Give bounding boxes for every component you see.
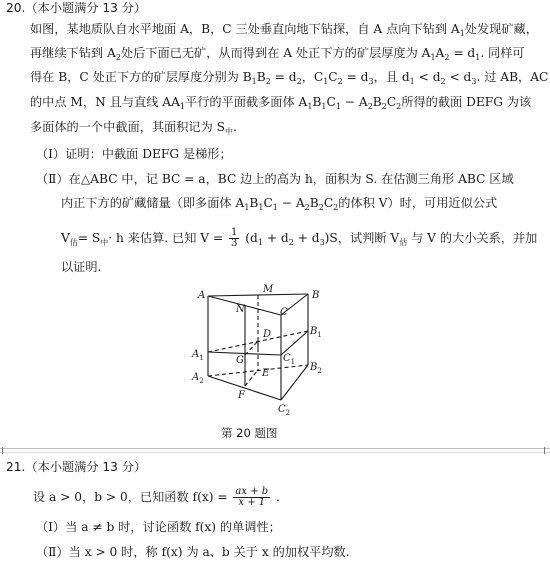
edge-C1B1 bbox=[281, 331, 308, 355]
label-A: A bbox=[198, 290, 206, 301]
label-F: F bbox=[238, 390, 245, 401]
label-C: C bbox=[280, 307, 288, 318]
label-A2: $A_2$ bbox=[192, 372, 204, 385]
q20-para-line2: 再继续下钻到 $A_2$处后下面已无矿，从而得到在 A 处正下方的矿层厚度为 $A_1A_2 = d_1$. 同样可 bbox=[30, 46, 525, 62]
q20-para-line3: 得在 B，C 处正下方的矿层厚度分别为 $B_1B_2 = d_2$，$C_1C_2 = d_3$，且 $d_1 < d_2 < d_3$. 过 AB，AC bbox=[30, 70, 549, 86]
q20-part2-line3: $V_估= S_中\cdot h$ 来估算. 已知 V = $\frac{1}{3}$ $(d_1 + d_2 + d_3)S$，试判断 $V_估$ 与 V 的大小关系，并加 bbox=[61, 227, 538, 249]
label-N: N bbox=[236, 304, 245, 315]
q20-para-line4: 的中点 M，N 且与直线 $AA_1$平行的平面截多面体 $A_1B_1C_1 - A_2B_2C_2$所得的截面 DEFG 为该 bbox=[30, 95, 532, 111]
label-C1: $C_1$ bbox=[283, 353, 296, 366]
label-A1: $A_1$ bbox=[192, 349, 204, 362]
label-G: G bbox=[236, 355, 244, 366]
edge-A2B2 bbox=[208, 365, 308, 376]
separator-marker-right bbox=[540, 447, 545, 454]
label-M: M bbox=[263, 284, 274, 295]
page-separator bbox=[0, 448, 550, 449]
figure-caption: 第 20 题图 bbox=[221, 426, 278, 440]
q21-part1: （Ⅰ）当 a ≠ b 时，讨论函数 f(x) 的单调性； bbox=[36, 520, 281, 534]
geometry-figure bbox=[188, 282, 338, 422]
label-B: B bbox=[312, 290, 320, 301]
q20-part2-line2: 内正下方的矿藏储量（即多面体 $A_1B_1C_1 - A_2B_2C_2$的体积 V）时，可用近似公式 bbox=[61, 196, 498, 212]
edge-FE bbox=[245, 370, 258, 386]
label-D: D bbox=[263, 329, 272, 340]
q21-statement: 设 a > 0，b > 0，已知函数 f(x) = $\frac{ax + b}{x + 1}$ . bbox=[33, 486, 280, 508]
q20-part2-line4: 以证明. bbox=[61, 260, 102, 274]
fraction-one-third: $\frac{1}{3}$ bbox=[231, 227, 238, 249]
function-fraction: $\frac{ax + b}{x + 1}$ bbox=[235, 486, 269, 508]
q21-heading: 21.（本小题满分 13 分） bbox=[6, 460, 147, 474]
separator-marker-left bbox=[2, 447, 7, 454]
q20-para-line5: 多面体的一个中截面，其面积记为 $S_中$. bbox=[30, 120, 237, 136]
edge-C2B2 bbox=[281, 365, 308, 400]
page-separator-2 bbox=[0, 452, 550, 453]
q20-para-line1: 如图，某地质队自水平地面 A，B，C 三处垂直向地下钻探，自 A 点向下钻到 $A_1$处发现矿藏， bbox=[30, 22, 538, 38]
q21-part2: （Ⅱ）当 x > 0 时，称 f(x) 为 a、b 关于 x 的加权平均数. bbox=[36, 545, 350, 559]
label-C2: $C_2$ bbox=[278, 404, 291, 417]
q20-heading: 20.（本小题满分 13 分） bbox=[6, 1, 147, 15]
label-B1: $B_1$ bbox=[310, 326, 322, 339]
q20-part1: （Ⅰ）证明：中截面 DEFG 是梯形； bbox=[36, 147, 232, 161]
q20-part2-line1: （Ⅱ）在△ABC 中，记 BC = a，BC 边上的高为 h，面积为 S. 在估测三角形 ABC 区域 bbox=[36, 172, 514, 186]
label-E: E bbox=[262, 368, 270, 379]
label-B2: $B_2$ bbox=[310, 362, 322, 375]
